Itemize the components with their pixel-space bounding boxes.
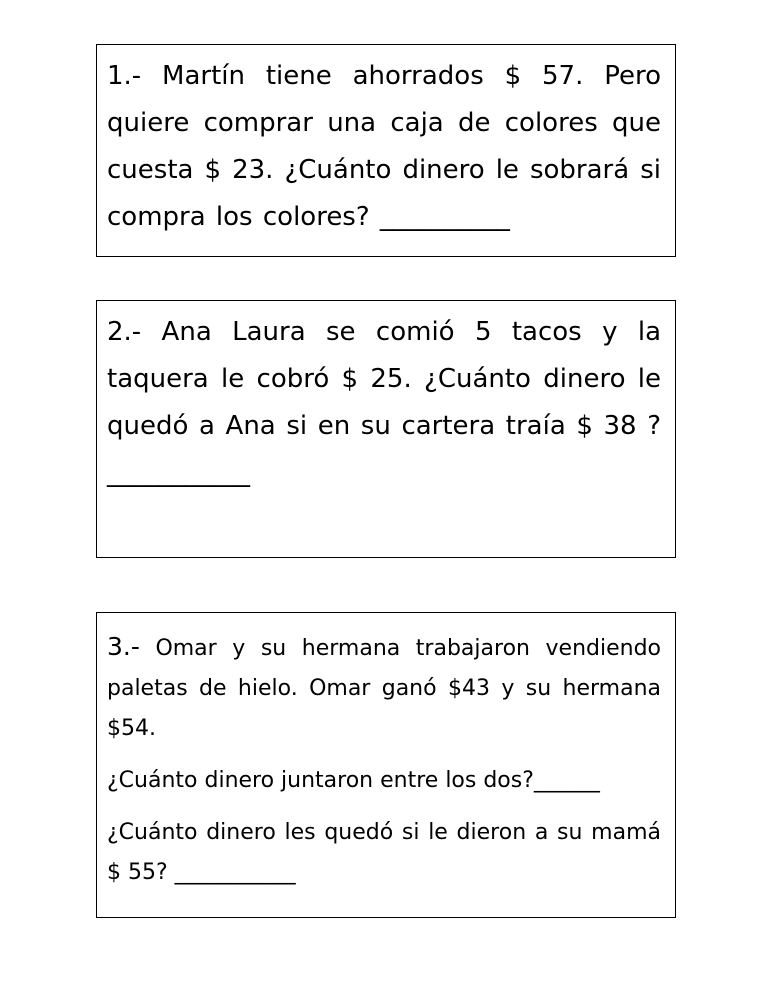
problem-1-question-end: compra los colores? [107,202,370,232]
problem-3-intro-1: Omar y su hermana trabajaron vendiendo [155,636,661,661]
problem-3-line-2: paletas de hielo. Omar ganó $43 y su hermana [107,676,661,701]
problem-1-line-1: 1.- Martín tiene ahorrados $ 57. Pero [107,61,661,91]
problem-3-question-2-line-2 [107,853,661,893]
problem-1-line-3: cuesta $ 23. ¿Cuánto dinero le sobrará si [107,155,661,185]
problem-3-question-1-text: ¿Cuánto dinero juntaron entre los dos? [107,768,534,793]
problem-3-line-1 [107,627,661,669]
problem-card-3 [96,612,676,918]
problem-card-1 [96,44,676,257]
problem-2-line-3: quedó a Ana si en su cartera traía $ 38 ? [107,411,661,441]
problem-3-question-2-blank[interactable]: ___________ [174,860,296,885]
problem-3-question-1 [107,761,661,801]
problem-2-answer-blank[interactable]: ___________ [107,458,250,488]
problem-3-line-3: $54. [107,716,156,741]
problem-2-line-2: taquera le cobró $ 25. ¿Cuánto dinero le [107,364,661,394]
problem-1-line-4 [107,194,661,241]
problem-2-line-1: 2.- Ana Laura se comió 5 tacos y la [107,317,661,347]
problem-1-line-2: quiere comprar una caja de colores que [107,108,661,138]
problem-3-number: 3.- [107,632,140,661]
problem-3-question-2-line-1: ¿Cuánto dinero les quedó si le dieron a su mamá [107,820,661,845]
problem-3-question-1-blank[interactable]: ______ [533,768,600,793]
problem-1-answer-blank[interactable]: __________ [379,202,510,232]
problem-card-2 [96,300,676,558]
problem-3-question-2-end: $ 55? [107,860,168,885]
